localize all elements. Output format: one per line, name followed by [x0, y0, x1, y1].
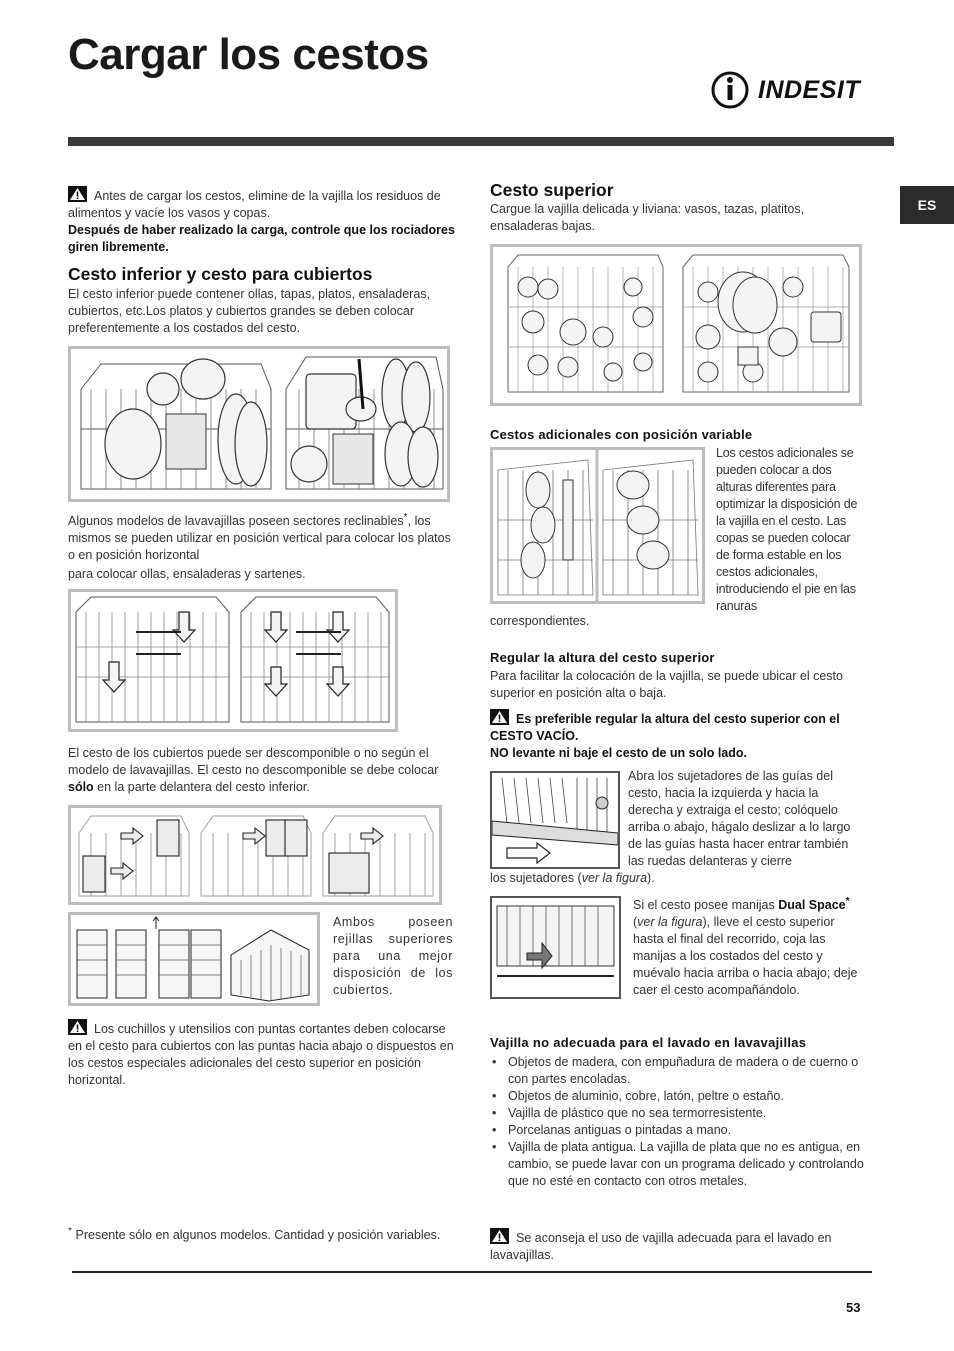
rail-latch-text: Abra los sujetadores de las guías del cesto, hacia la izquierda y hacia la derecha y extraiga el cesto; colóquelo arriba o abajo, hágalo deslizar a lo largo de las guías hasta hacer entrar también las ruedas delanteras y cierre	[628, 769, 851, 868]
height-adjust-text: Para facilitar la colocación de la vajilla, se puede ubicar el cesto superior en posición alta o baja.	[490, 669, 843, 700]
dual-space-illustration	[492, 898, 619, 997]
cutlery-text-a: El cesto de los cubiertos puede ser descomponible o no según el modelo de lavavajillas. El cesto no descomponible se debe colocar	[68, 746, 439, 777]
warning-icon	[490, 709, 509, 725]
list-item: • Objetos de madera, con empuñadura de madera o de cuerno o con partes encoladas.	[490, 1054, 865, 1088]
page-number: 53	[846, 1300, 861, 1315]
cutlery-basket-text	[68, 745, 456, 796]
cutlery-positions-illustration	[71, 808, 439, 902]
dual-space-figure	[490, 896, 621, 999]
height-adjust-warning	[490, 709, 875, 762]
page-title: Cargar los cestos	[68, 30, 429, 79]
knives-note	[68, 1019, 456, 1089]
dual-text-c: ), lleve el cesto superior hasta el final del recorrido, coja las manijas a los costados del cesto y muévalo hacia arriba o hacia abajo; deje caer el cesto acompañándolo.	[633, 915, 858, 998]
latch-tail-a: los sujetadores (	[490, 871, 582, 885]
intro-note	[68, 186, 456, 256]
warning-icon	[490, 1228, 509, 1244]
extra-baskets-tail: correspondientes.	[490, 614, 590, 628]
rail-latch-illustration	[492, 773, 618, 867]
list-item: • Vajilla de plástico que no sea termorresistente.	[490, 1105, 865, 1122]
reclining-sectors-figure	[68, 589, 398, 732]
height-warning-2: NO levante ni baje el cesto de un solo lado.	[490, 746, 748, 760]
brand-logo-icon	[710, 70, 754, 110]
brand-name: INDESIT	[758, 76, 861, 104]
cutlery-grids-illustration	[71, 915, 317, 1003]
reclining-text-b: , los mismos se pueden utilizar en posición vertical para colocar los platos o en posición horizontal	[68, 514, 451, 563]
upper-basket-text: Cargue la vajilla delicada y liviana: vasos, tazas, platitos, ensaladeras bajas.	[490, 202, 805, 233]
list-item: • Porcelanas antiguas o pintadas a mano.	[490, 1122, 865, 1139]
height-warning-1: Es preferible regular la altura del cesto superior con el CESTO VACÍO.	[490, 712, 840, 743]
intro-text: Antes de cargar los cestos, elimine de la vajilla los residuos de alimentos y vacíe los vasos y copas.	[68, 189, 441, 220]
dual-text-bold: Dual Space	[778, 898, 846, 913]
advice-note	[490, 1228, 875, 1264]
reclining-text-a: Algunos modelos de lavavajillas poseen sectores reclinables	[68, 514, 404, 529]
footnote-mark: *	[403, 512, 408, 523]
dual-text-em: ver la figura	[637, 915, 703, 930]
advice-text: Se aconseja el uso de vajilla adecuada para el lavado en lavavajillas.	[490, 1231, 832, 1262]
reclining-text-c: para colocar ollas, ensaladeras y sartenes.	[68, 567, 306, 582]
extra-baskets-text: Los cestos adicionales se pueden colocar a dos alturas diferentes para optimizar la disposición de la vajilla en el cesto. Las copas se pueden colocar de forma estable en los cestos adicionales, introduciendo el pie en las ranuras	[716, 446, 858, 613]
unsuitable-heading: Vajilla no adecuada para el lavado en lavavajillas	[490, 1035, 807, 1050]
brand-logo	[710, 70, 860, 110]
reclining-sectors-illustration	[71, 592, 395, 729]
upper-basket-figure	[490, 244, 862, 406]
grids-text: Ambos poseen rejillas superiores para una mejor disposición de los cubiertos.	[333, 915, 453, 997]
cutlery-text-bold: sólo	[68, 780, 94, 794]
dual-space-text	[633, 893, 868, 999]
warning-icon	[68, 186, 87, 202]
list-item: • Vajilla de plata antigua. La vajilla de plata que no es antigua, en cambio, se puede lavar con un programa delicado y controlando que no esté en contacto con otros metales.	[490, 1139, 865, 1190]
list-item: • Objetos de aluminio, cobre, latón, peltre o estaño.	[490, 1088, 865, 1105]
reclining-text	[68, 509, 456, 583]
header-rule	[68, 137, 894, 146]
warning-icon	[68, 1019, 87, 1035]
unsuitable-list	[490, 1054, 865, 1190]
cutlery-grids-figure	[68, 912, 320, 1006]
footer-rule	[72, 1271, 872, 1273]
dual-star: *	[845, 896, 850, 907]
latch-tail-b: ).	[647, 871, 655, 885]
latch-tail-em: ver la figura	[581, 871, 648, 885]
upper-basket-heading: Cesto superior	[490, 180, 614, 200]
language-tab: ES	[900, 186, 954, 224]
height-adjust-heading: Regular la altura del cesto superior	[490, 650, 715, 665]
cutlery-text-b: en la parte delantera del cesto inferior.	[93, 780, 310, 794]
intro-bold-text: Después de haber realizado la carga, controle que los rociadores giren libremente.	[68, 223, 455, 254]
footnote-text: Presente sólo en algunos modelos. Cantidad y posición variables.	[75, 1228, 441, 1243]
lower-basket-text: El cesto inferior puede contener ollas, tapas, platos, ensaladeras, cubiertos, etc.Los platos y cubiertos grandes se deben colocar preferentemente a los costados del cesto.	[68, 287, 431, 335]
extra-baskets-figure	[490, 447, 705, 604]
upper-basket-illustration	[493, 247, 859, 403]
extra-baskets-heading: Cestos adicionales con posición variable	[490, 427, 753, 442]
rail-latch-tail	[490, 870, 655, 887]
extra-baskets-illustration	[493, 450, 702, 601]
footnote-star: *	[68, 1226, 73, 1237]
rail-latch-figure	[490, 771, 620, 869]
knives-text: Los cuchillos y utensilios con puntas cortantes deben colocarse en el cesto para cubiertos con las puntas hacia abajo o dispuestos en los cestos especiales adicionales del cesto superior en posición horizontal.	[68, 1022, 454, 1087]
footnote	[68, 1223, 448, 1244]
lower-basket-heading: Cesto inferior y cesto para cubiertos	[68, 264, 373, 284]
dual-text-b: (	[633, 915, 638, 930]
dual-text-a: Si el cesto posee manijas	[633, 898, 779, 913]
lower-basket-figure	[68, 346, 450, 502]
cutlery-positions-figure	[68, 805, 442, 905]
lower-basket-illustration	[71, 349, 447, 499]
